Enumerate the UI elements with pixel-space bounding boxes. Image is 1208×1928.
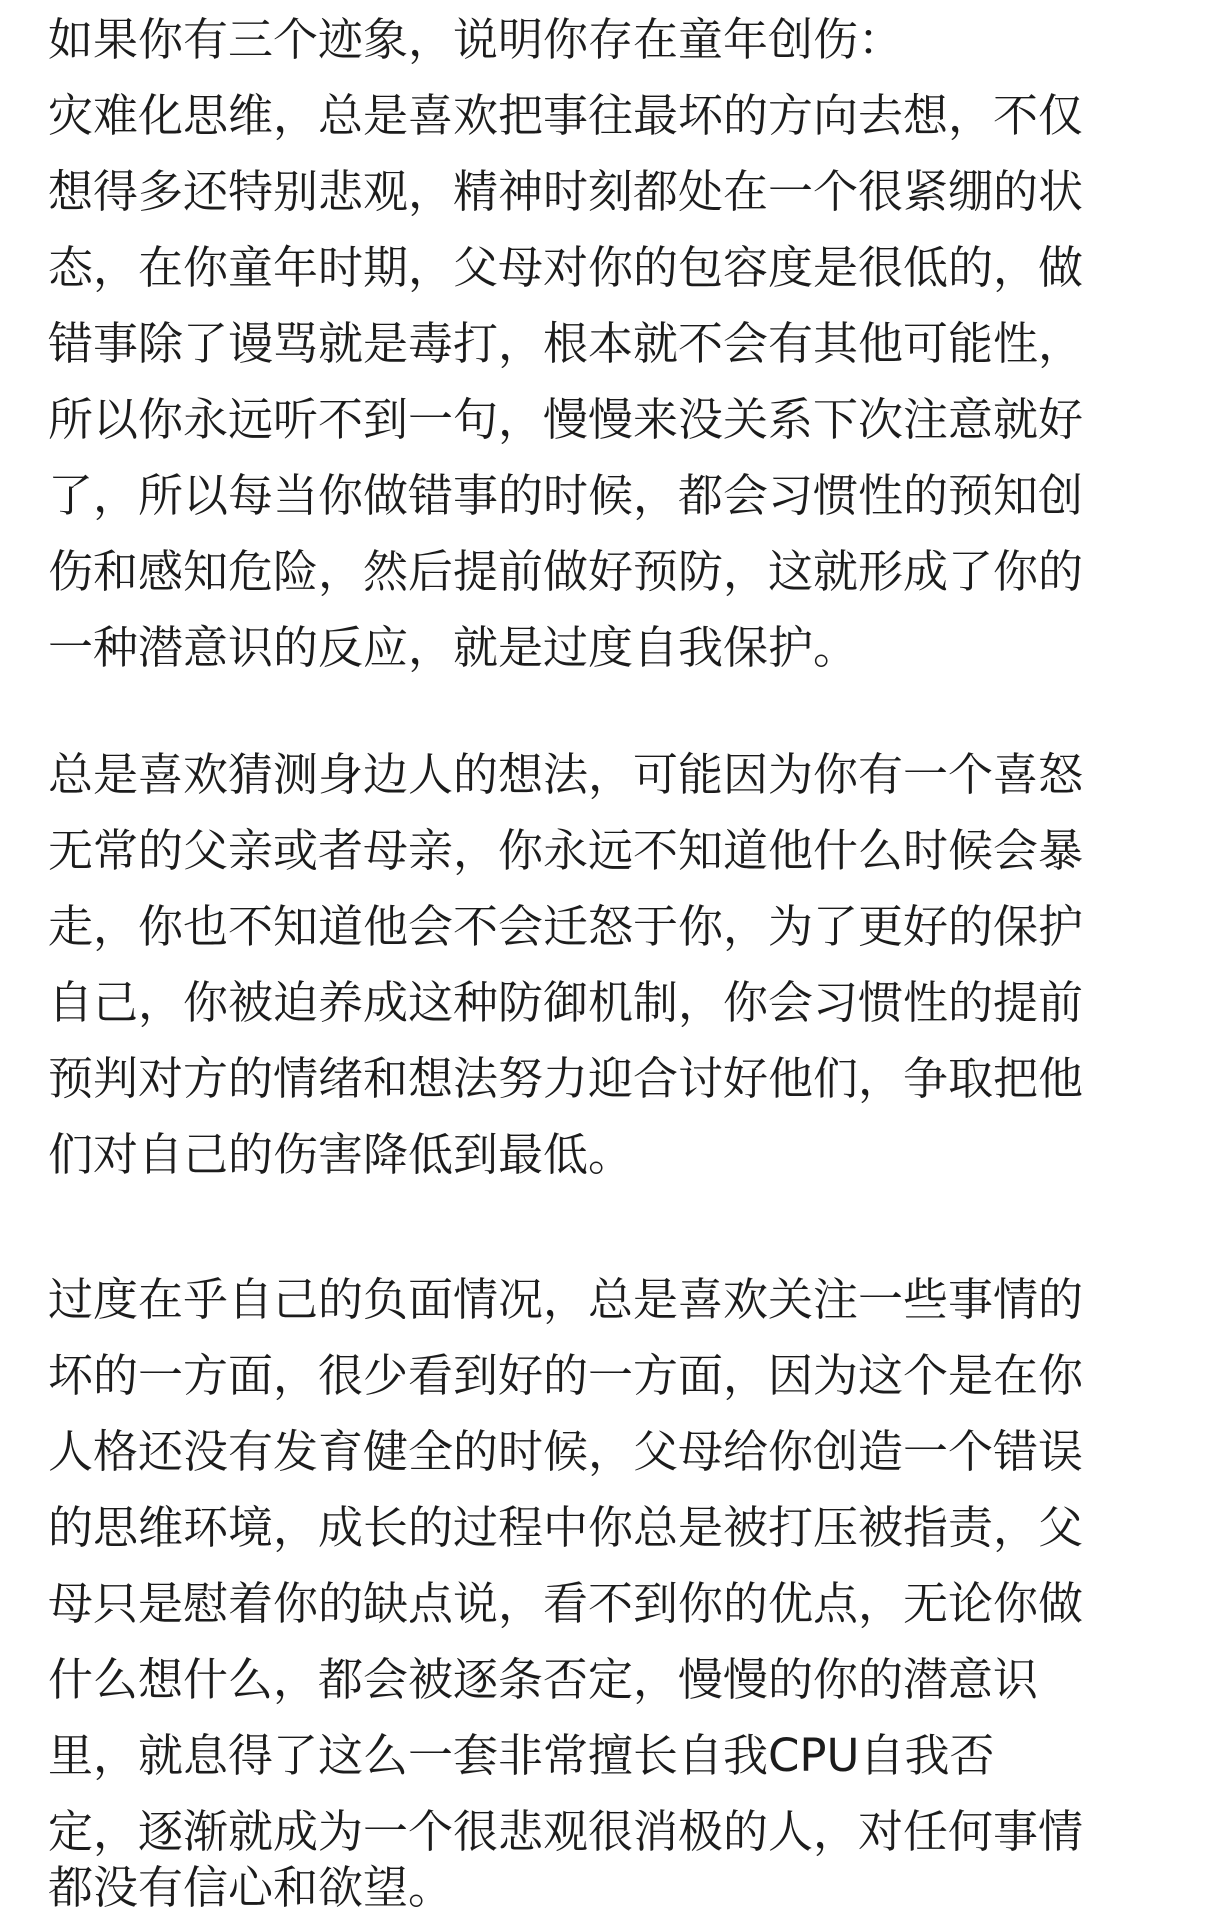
paragraph-2-line: 总是喜欢猜测身边人的想法，可能因为你有一个喜怒	[48, 748, 1084, 801]
paragraph-3-line: 什么想什么，都会被逐条否定，慢慢的你的潜意识	[48, 1653, 1039, 1706]
paragraph-3-line: 坏的一方面，很少看到好的一方面，因为这个是在你	[48, 1349, 1084, 1402]
paragraph-2-line: 自己，你被迫养成这种防御机制，你会习惯性的提前	[48, 976, 1084, 1029]
paragraph-2-line: 走，你也不知道他会不会迁怒于你，为了更好的保护	[48, 900, 1084, 953]
paragraph-2-line: 们对自己的伤害降低到最低。	[48, 1128, 634, 1181]
paragraph-1-line: 一种潜意识的反应，就是过度自我保护。	[48, 621, 859, 674]
page-right-margin	[1190, 0, 1208, 1928]
paragraph-1-line: 所以你永远听不到一句，慢慢来没关系下次注意就好	[48, 393, 1084, 446]
paragraph-1-line: 了，所以每当你做错事的时候，都会习惯性的预知创	[48, 469, 1084, 522]
paragraph-3-line: 过度在乎自己的负面情况，总是喜欢关注一些事情的	[48, 1273, 1084, 1326]
paragraph-1-line: 态，在你童年时期，父母对你的包容度是很低的，做	[48, 241, 1084, 294]
paragraph-1-line: 错事除了谩骂就是毒打，根本就不会有其他可能性，	[48, 317, 1084, 370]
paragraph-1-line: 灾难化思维，总是喜欢把事往最坏的方向去想，不仅	[48, 89, 1084, 142]
paragraph-3-line: 里，就息得了这么一套非常擅长自我CPU自我否	[48, 1729, 995, 1782]
paragraph-1-line: 伤和感知危险，然后提前做好预防，这就形成了你的	[48, 545, 1084, 598]
paragraph-2-line: 预判对方的情绪和想法努力迎合讨好他们，争取把他	[48, 1052, 1084, 1105]
paragraph-1-line: 想得多还特别悲观，精神时刻都处在一个很紧绷的状	[48, 165, 1084, 218]
intro-line: 如果你有三个迹象，说明你存在童年创伤：	[48, 13, 904, 66]
paragraph-3-line: 的思维环境，成长的过程中你总是被打压被指责，父	[48, 1501, 1084, 1554]
paragraph-2-line: 无常的父亲或者母亲，你永远不知道他什么时候会暴	[48, 824, 1084, 877]
paragraph-3-line: 定，逐渐就成为一个很悲观很消极的人，对任何事情	[48, 1805, 1084, 1858]
paragraph-3-line: 人格还没有发育健全的时候，父母给你创造一个错误	[48, 1425, 1084, 1478]
paragraph-3-line: 母只是慰着你的缺点说，看不到你的优点，无论你做	[48, 1577, 1084, 1630]
paragraph-3-line: 都没有信心和欲望。	[48, 1861, 454, 1914]
